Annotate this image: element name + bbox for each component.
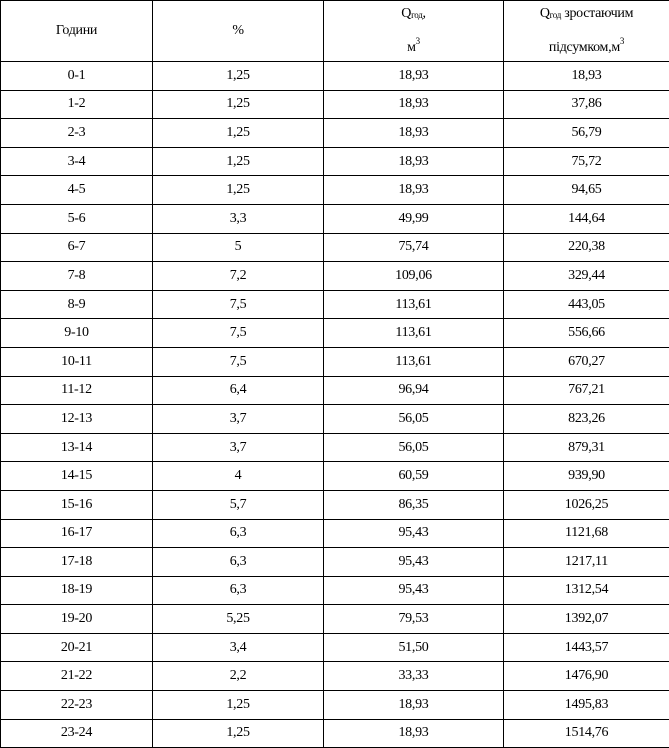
cell-percent: 1,25	[153, 90, 324, 119]
cell-hours: 18-19	[1, 576, 153, 605]
table-row	[1, 62, 669, 91]
cell-q-cumulative: 767,21	[504, 376, 669, 405]
cell-q-cumulative: 1217,11	[504, 548, 669, 577]
q-hour-symbol: Q	[401, 6, 411, 21]
cell-percent: 3,7	[153, 433, 324, 462]
q-cumulative-symbol: Q	[540, 6, 550, 21]
table-row	[1, 576, 669, 605]
table-row	[1, 262, 669, 291]
cell-percent: 6,3	[153, 519, 324, 548]
cell-hours: 16-17	[1, 519, 153, 548]
cell-hours: 23-24	[1, 719, 153, 748]
cell-q-cumulative: 443,05	[504, 290, 669, 319]
cell-q-cumulative: 75,72	[504, 147, 669, 176]
q-cumulative-unit-power: 3	[620, 36, 624, 46]
cell-percent: 2,2	[153, 662, 324, 691]
table-row	[1, 376, 669, 405]
cell-q-hour: 18,93	[324, 90, 504, 119]
cell-percent: 6,3	[153, 576, 324, 605]
cell-hours: 19-20	[1, 605, 153, 634]
cell-percent: 7,5	[153, 347, 324, 376]
cell-hours: 2-3	[1, 119, 153, 148]
cell-q-hour: 113,61	[324, 290, 504, 319]
cell-q-hour: 79,53	[324, 605, 504, 634]
cell-percent: 7,2	[153, 262, 324, 291]
cell-hours: 14-15	[1, 462, 153, 491]
table-row	[1, 90, 669, 119]
header-q-hour	[324, 1, 504, 62]
cell-hours: 12-13	[1, 405, 153, 434]
cell-q-hour: 33,33	[324, 662, 504, 691]
cell-q-cumulative: 556,66	[504, 319, 669, 348]
cell-q-cumulative: 37,86	[504, 90, 669, 119]
table-row	[1, 691, 669, 720]
cell-percent: 1,25	[153, 719, 324, 748]
table-row	[1, 319, 669, 348]
table-row	[1, 490, 669, 519]
cell-percent: 7,5	[153, 319, 324, 348]
table-row	[1, 433, 669, 462]
table-row	[1, 147, 669, 176]
table-row	[1, 548, 669, 577]
q-cumulative-suffix: зростаючим	[561, 6, 633, 21]
cell-hours: 10-11	[1, 347, 153, 376]
cell-q-hour: 60,59	[324, 462, 504, 491]
cell-q-hour: 56,05	[324, 405, 504, 434]
cell-q-cumulative: 823,26	[504, 405, 669, 434]
table-row	[1, 347, 669, 376]
cell-q-cumulative: 1495,83	[504, 691, 669, 720]
cell-hours: 9-10	[1, 319, 153, 348]
cell-q-hour: 49,99	[324, 204, 504, 233]
table-row	[1, 662, 669, 691]
cell-q-cumulative: 939,90	[504, 462, 669, 491]
table-row	[1, 176, 669, 205]
cell-q-hour: 18,93	[324, 691, 504, 720]
cell-hours: 4-5	[1, 176, 153, 205]
cell-hours: 21-22	[1, 662, 153, 691]
cell-q-hour: 18,93	[324, 176, 504, 205]
cell-q-hour: 95,43	[324, 548, 504, 577]
cell-q-cumulative: 1312,54	[504, 576, 669, 605]
table-row	[1, 519, 669, 548]
header-q-cumulative	[504, 1, 669, 62]
cell-hours: 5-6	[1, 204, 153, 233]
cell-percent: 1,25	[153, 147, 324, 176]
cell-hours: 17-18	[1, 548, 153, 577]
cell-q-cumulative: 18,93	[504, 62, 669, 91]
cell-percent: 5,7	[153, 490, 324, 519]
cell-q-cumulative: 1514,76	[504, 719, 669, 748]
header-hours-label: Години	[56, 23, 97, 38]
header-hours	[1, 1, 153, 62]
cell-q-hour: 18,93	[324, 62, 504, 91]
q-cumulative-line2: підсумком,м	[549, 40, 620, 55]
cell-percent: 1,25	[153, 691, 324, 720]
table-row	[1, 204, 669, 233]
cell-q-cumulative: 1026,25	[504, 490, 669, 519]
cell-hours: 13-14	[1, 433, 153, 462]
table-body	[1, 62, 669, 748]
cell-percent: 3,3	[153, 204, 324, 233]
q-hour-unit: м	[407, 40, 416, 55]
table-row	[1, 405, 669, 434]
table-row	[1, 605, 669, 634]
cell-q-hour: 18,93	[324, 147, 504, 176]
table-row	[1, 462, 669, 491]
cell-hours: 22-23	[1, 691, 153, 720]
cell-hours: 20-21	[1, 633, 153, 662]
cell-percent: 1,25	[153, 62, 324, 91]
cell-q-hour: 56,05	[324, 433, 504, 462]
cell-percent: 5,25	[153, 605, 324, 634]
q-hour-suffix: ,	[423, 6, 426, 21]
cell-q-hour: 75,74	[324, 233, 504, 262]
cell-q-hour: 86,35	[324, 490, 504, 519]
cell-q-cumulative: 220,38	[504, 233, 669, 262]
cell-hours: 11-12	[1, 376, 153, 405]
cell-q-cumulative: 94,65	[504, 176, 669, 205]
table-row	[1, 119, 669, 148]
q-cumulative-subscript: год	[550, 10, 561, 20]
cell-q-cumulative: 1476,90	[504, 662, 669, 691]
cell-q-hour: 95,43	[324, 576, 504, 605]
header-percent	[153, 1, 324, 62]
cell-percent: 3,4	[153, 633, 324, 662]
cell-percent: 3,7	[153, 405, 324, 434]
table-row	[1, 233, 669, 262]
cell-q-hour: 51,50	[324, 633, 504, 662]
cell-q-hour: 113,61	[324, 319, 504, 348]
cell-q-cumulative: 56,79	[504, 119, 669, 148]
cell-percent: 5	[153, 233, 324, 262]
table-row	[1, 290, 669, 319]
cell-percent: 1,25	[153, 176, 324, 205]
cell-q-hour: 96,94	[324, 376, 504, 405]
cell-hours: 0-1	[1, 62, 153, 91]
cell-q-cumulative: 1392,07	[504, 605, 669, 634]
cell-percent: 4	[153, 462, 324, 491]
cell-hours: 8-9	[1, 290, 153, 319]
cell-q-hour: 18,93	[324, 719, 504, 748]
cell-hours: 7-8	[1, 262, 153, 291]
cell-percent: 7,5	[153, 290, 324, 319]
cell-q-cumulative: 670,27	[504, 347, 669, 376]
table-row	[1, 633, 669, 662]
cell-q-cumulative: 879,31	[504, 433, 669, 462]
table-row	[1, 719, 669, 748]
cell-q-hour: 95,43	[324, 519, 504, 548]
q-hour-unit-power: 3	[416, 36, 420, 46]
cell-q-hour: 18,93	[324, 119, 504, 148]
cell-hours: 3-4	[1, 147, 153, 176]
cell-q-hour: 109,06	[324, 262, 504, 291]
cell-q-cumulative: 144,64	[504, 204, 669, 233]
header-row	[1, 1, 669, 62]
cell-hours: 6-7	[1, 233, 153, 262]
cell-q-cumulative: 1443,57	[504, 633, 669, 662]
q-hour-subscript: год	[411, 10, 422, 20]
cell-hours: 15-16	[1, 490, 153, 519]
cell-percent: 1,25	[153, 119, 324, 148]
header-percent-label: %	[232, 23, 243, 38]
cell-percent: 6,3	[153, 548, 324, 577]
cell-q-hour: 113,61	[324, 347, 504, 376]
cell-hours: 1-2	[1, 90, 153, 119]
cell-q-cumulative: 329,44	[504, 262, 669, 291]
cell-percent: 6,4	[153, 376, 324, 405]
cell-q-cumulative: 1121,68	[504, 519, 669, 548]
